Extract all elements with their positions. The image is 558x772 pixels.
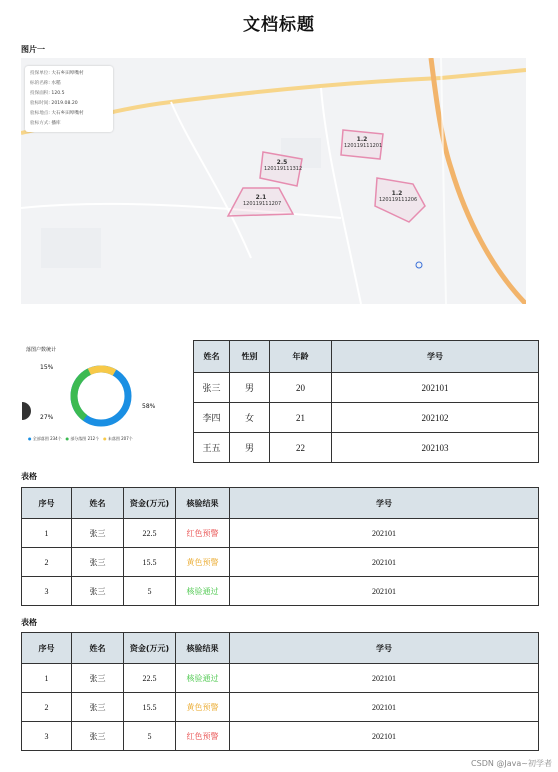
table-row: 李四 女 21 202102	[194, 403, 539, 433]
verification-table	[21, 632, 539, 751]
table-row: 3 张三 5 核验通过 202101	[22, 577, 539, 606]
page-title: 文档标题	[243, 15, 315, 35]
table-header: 核验结果	[176, 633, 230, 664]
info-row: 投保面积: 120.5	[30, 91, 65, 96]
table-row: 王五 男 22 202103	[194, 433, 539, 463]
info-row: 标的名称: 水稻	[30, 81, 61, 86]
donut-segment-partial	[74, 372, 89, 418]
info-row: 验标时间: 2019.08.20	[30, 101, 78, 106]
plot-label: 1.2 120119111201	[344, 136, 383, 149]
student-table	[193, 340, 539, 463]
table-header: 学号	[230, 633, 539, 664]
table-row: 2 张三 15.5 黄色预警 202101	[22, 693, 539, 722]
table-header: 年龄	[270, 341, 332, 373]
donut-percent: 58%	[142, 403, 156, 410]
table-row: 张三 男 20 202101	[194, 373, 539, 403]
table-header: 序号	[22, 633, 72, 664]
donut-chart	[22, 340, 182, 450]
card-edge-handle	[22, 402, 31, 420]
table-header: 姓名	[72, 633, 124, 664]
info-row: 验标方式: 播库	[30, 121, 61, 126]
table-header: 资金(万元)	[124, 488, 176, 519]
map-image[interactable]	[21, 58, 526, 304]
donut-legend: ● 全部落图 234个 ● 部分落图 212个 ● 未落图 207个	[28, 436, 133, 441]
status-cell: 红色预警	[176, 722, 230, 751]
table-header: 核验结果	[176, 488, 230, 519]
donut-percent: 15%	[40, 364, 54, 371]
table-header: 学号	[332, 341, 539, 373]
donut-segment-none	[89, 369, 114, 373]
table-header: 序号	[22, 488, 72, 519]
donut-chart-card	[22, 340, 182, 450]
table-row: 1 张三 22.5 红色预警 202101	[22, 519, 539, 548]
map-info-box	[25, 66, 113, 132]
table-header: 姓名	[194, 341, 230, 373]
table-header: 姓名	[72, 488, 124, 519]
donut-percent: 27%	[40, 414, 54, 421]
status-cell: 黄色预警	[176, 693, 230, 722]
section-heading-table: 表格	[21, 472, 37, 481]
plot-label: 1.2 120119111206	[379, 190, 418, 203]
plot-label: 2.1 120119111207	[243, 194, 282, 207]
info-row: 验标地点: 大石乡田埠嘴村	[30, 111, 84, 116]
info-row: 投保单位: 大石乡田埠嘴村	[30, 71, 84, 76]
section-heading-image: 图片一	[21, 45, 45, 54]
verification-table	[21, 487, 539, 606]
plot-label: 2.5 120119111312	[264, 159, 303, 172]
table-row: 1 张三 22.5 核验通过 202101	[22, 664, 539, 693]
donut-title: 落图户数统计	[26, 347, 57, 353]
locate-icon	[416, 262, 422, 268]
status-cell: 核验通过	[176, 664, 230, 693]
watermark-footer: CSDN @Java~初学者	[471, 759, 552, 768]
table-header: 性别	[230, 341, 270, 373]
table-row: 3 张三 5 红色预警 202101	[22, 722, 539, 751]
section-heading-table: 表格	[21, 618, 37, 627]
table-header: 资金(万元)	[124, 633, 176, 664]
table-row: 2 张三 15.5 黄色预警 202101	[22, 548, 539, 577]
status-cell: 核验通过	[176, 577, 230, 606]
status-cell: 黄色预警	[176, 548, 230, 577]
table-header: 学号	[230, 488, 539, 519]
status-cell: 红色预警	[176, 519, 230, 548]
